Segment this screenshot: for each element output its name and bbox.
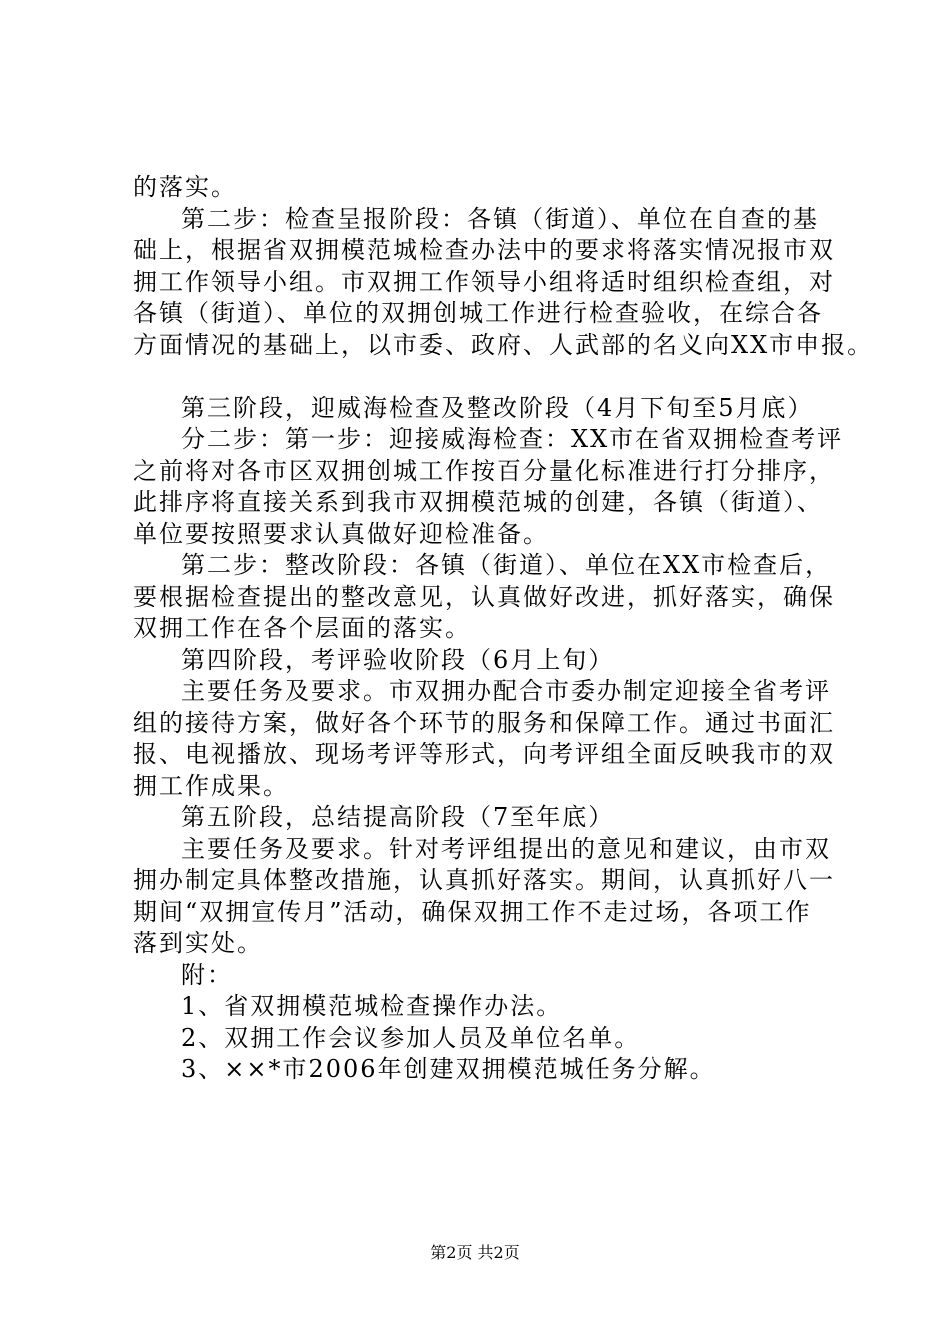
text-line: 主要任务及要求。市双拥办配合市委办制定迎接全省考评 (181, 677, 831, 705)
page-footer (0, 1243, 950, 1263)
text-line: 组的接待方案，做好各个环节的服务和保障工作。通过书面汇 (133, 708, 835, 737)
page-number: 第2页 共2页 (430, 1243, 520, 1262)
text-line: 附： (181, 960, 233, 989)
text-line: 3、××*市2006年创建双拥模范城任务分解。 (181, 1055, 716, 1083)
paragraph-gap (133, 361, 833, 393)
text-line: 之前将对各市区双拥创城工作按百分量化标准进行打分排序， (133, 456, 835, 485)
text-line: 第四阶段，考评验收阶段（6月上旬） (181, 645, 615, 674)
text-line: 拥办制定具体整改措施，认真抓好落实。期间，认真抓好八一 (133, 866, 835, 894)
text-line: 期间“双拥宣传月”活动，确保双拥工作不走过场，各项工作 (133, 897, 812, 926)
text-line: 双拥工作在各个层面的落实。 (133, 614, 471, 642)
text-line: 拥工作领导小组。市双拥工作领导小组将适时组织检查组，对 (133, 267, 835, 296)
text-line: 落到实处。 (133, 929, 263, 957)
text-line: 单位要按照要求认真做好迎检准备。 (133, 519, 549, 548)
text-line: 础上，根据省双拥模范城检查办法中的要求将落实情况报市双 (133, 236, 835, 264)
text-line: 分二步：第一步：迎接威海检查：XX市在省双拥检查考评 (181, 425, 844, 453)
text-line: 主要任务及要求。针对考评组提出的意见和建议，由市双 (181, 834, 831, 863)
text-line: 此排序将直接关系到我市双拥模范城的创建，各镇（街道）、 (133, 488, 823, 516)
text-line: 拥工作成果。 (133, 771, 289, 800)
text-line: 2、双拥工作会议参加人员及单位名单。 (181, 1023, 641, 1052)
text-line: 要根据检查提出的整改意见，认真做好改进，抓好落实，确保 (133, 582, 835, 611)
text-line: 1、省双拥模范城检查操作办法。 (181, 992, 563, 1020)
text-line: 第三阶段，迎威海检查及整改阶段（4月下旬至5月底） (181, 393, 814, 422)
text-line: 第二步：检查呈报阶段：各镇（街道）、单位在自查的基 (181, 204, 819, 233)
document-body (133, 172, 874, 1086)
text-line: 报、电视播放、现场考评等形式，向考评组全面反映我市的双 (133, 740, 835, 768)
text-line: 方面情况的基础上，以市委、政府、人武部的名义向XX市申报。 (133, 330, 874, 359)
text-line: 各镇（街道）、单位的双拥创城工作进行检查验收，在综合各 (133, 299, 823, 327)
text-line: 第五阶段，总结提高阶段（7至年底） (181, 803, 615, 831)
text-line: 第二步：整改阶段：各镇（街道）、单位在XX市检查后， (181, 551, 832, 579)
text-line: 的落实。 (133, 173, 237, 201)
